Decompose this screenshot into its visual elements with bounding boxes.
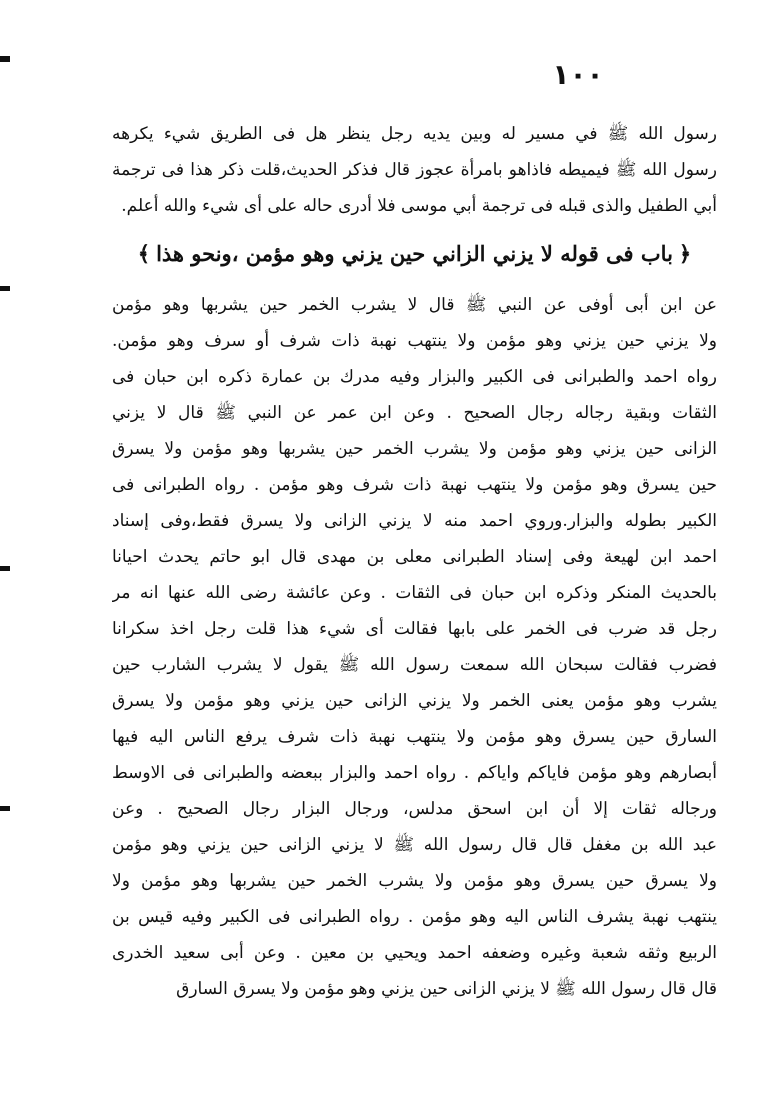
text-line: رسول الله ﷺ في مسير له وبين يديه رجل ينظر هل فى الطريق شيء يكرهه	[112, 124, 717, 144]
text-line: ولا يسرق حين يسرق وهو مؤمن ولا يشرب الخمر حين يشربها وهو مؤمن ولا	[112, 871, 717, 891]
margin-mark	[0, 806, 10, 811]
chapter-heading	[112, 232, 717, 276]
text-line: احمد ابن لهيعة وفى إسناد الطبرانى معلى بن مهدى قال ابو حاتم يحدث احيانا	[112, 547, 717, 567]
intro-paragraph	[112, 116, 717, 224]
margin-mark	[0, 56, 10, 62]
text-line: ينتهب نهبة يشرف الناس اليه وهو مؤمن . رواه الطبرانى فى الكبير وفيه قيس بن	[112, 907, 717, 927]
margin-mark	[0, 566, 10, 571]
text-line: رواه احمد والطبرانى فى الكبير والبزار وفيه مدرك بن عمارة ذكره ابن حبان فى	[112, 367, 717, 387]
text-line: الربيع وثقه شعبة وغيره وضعفه احمد ويحيي بن معين . وعن أبى سعيد الخدرى	[112, 943, 717, 963]
page-number: ١٠٠	[552, 58, 604, 91]
text-line: الثقات وبقية رجاله رجال الصحيح . وعن ابن عمر عن النبي ﷺ قال لا يزني	[112, 403, 717, 423]
heading-close-bracket: ﴾	[137, 241, 151, 266]
text-line: ورجاله ثقات إلا أن ابن اسحق مدلس، ورجال البزار رجال الصحيح . وعن	[112, 799, 717, 819]
text-line: رجل قد ضرب فى الخمر على بابها فقالت أى شيء هذا قلت رجل اخذ سكرانا	[112, 619, 717, 639]
heading-text: باب فى قوله لا يزني الزاني حين يزني وهو مؤمن ،ونحو هذا	[156, 241, 673, 266]
margin-mark	[0, 286, 10, 291]
text-line: يشرب وهو مؤمن يعنى الخمر ولا يزني الزانى حين يزني وهو مؤمن ولا يسرق	[112, 691, 717, 711]
text-line: أبصارهم وهو مؤمن فاياكم واياكم . رواه احمد والبزار ببعضه والطبرانى فى الاوسط	[112, 763, 717, 783]
text-line: الزانى حين يزني وهو مؤمن ولا يشرب الخمر حين يشربها وهو مؤمن ولا يسرق	[112, 439, 717, 459]
text-line: السارق حين يسرق وهو مؤمن ولا ينتهب نهبة ذات شرف يرفع الناس اليه فيها	[112, 727, 717, 747]
text-line: عبد الله بن مغفل قال قال رسول الله ﷺ لا يزني الزانى حين يزني وهو مؤمن	[112, 835, 717, 855]
heading-open-bracket: ﴿	[678, 241, 692, 266]
text-line: حين يسرق وهو مؤمن ولا ينتهب نهبة ذات شرف وهو مؤمن . رواه الطبرانى فى	[112, 475, 717, 495]
text-line: أبي الطفيل والذى قبله فى ترجمة أبي موسى فلا أدرى حاله على أى شيء والله أعلم.	[121, 196, 717, 216]
text-line: بالحديث المنكر وذكره ابن حبان فى الثقات . وعن عائشة رضى الله عنها انه مر	[112, 583, 717, 603]
text-line: رسول الله ﷺ فيميطه فاذاهو بامرأة عجوز قال فذكر الحديث،قلت ذكر هذا فى ترجمة	[112, 160, 717, 180]
text-line: قال قال رسول الله ﷺ لا يزني الزانى حين يزني وهو مؤمن ولا يسرق السارق	[176, 979, 717, 999]
body-text	[112, 287, 717, 1007]
text-line: ولا يزني حين يزني وهو مؤمن ولا ينتهب نهبة ذات شرف أو سرف وهو مؤمن.	[112, 331, 717, 351]
text-line: فضرب فقالت سبحان الله سمعت رسول الله ﷺ يقول لا يشرب الشارب حين	[112, 655, 717, 675]
text-line: عن ابن أبى أوفى عن النبي ﷺ قال لا يشرب الخمر حين يشربها وهو مؤمن	[112, 295, 717, 315]
text-line: الكبير بطوله والبزار.وروي احمد منه لا يزني الزانى ولا يسرق فقط،وفى إسناد	[112, 511, 717, 531]
